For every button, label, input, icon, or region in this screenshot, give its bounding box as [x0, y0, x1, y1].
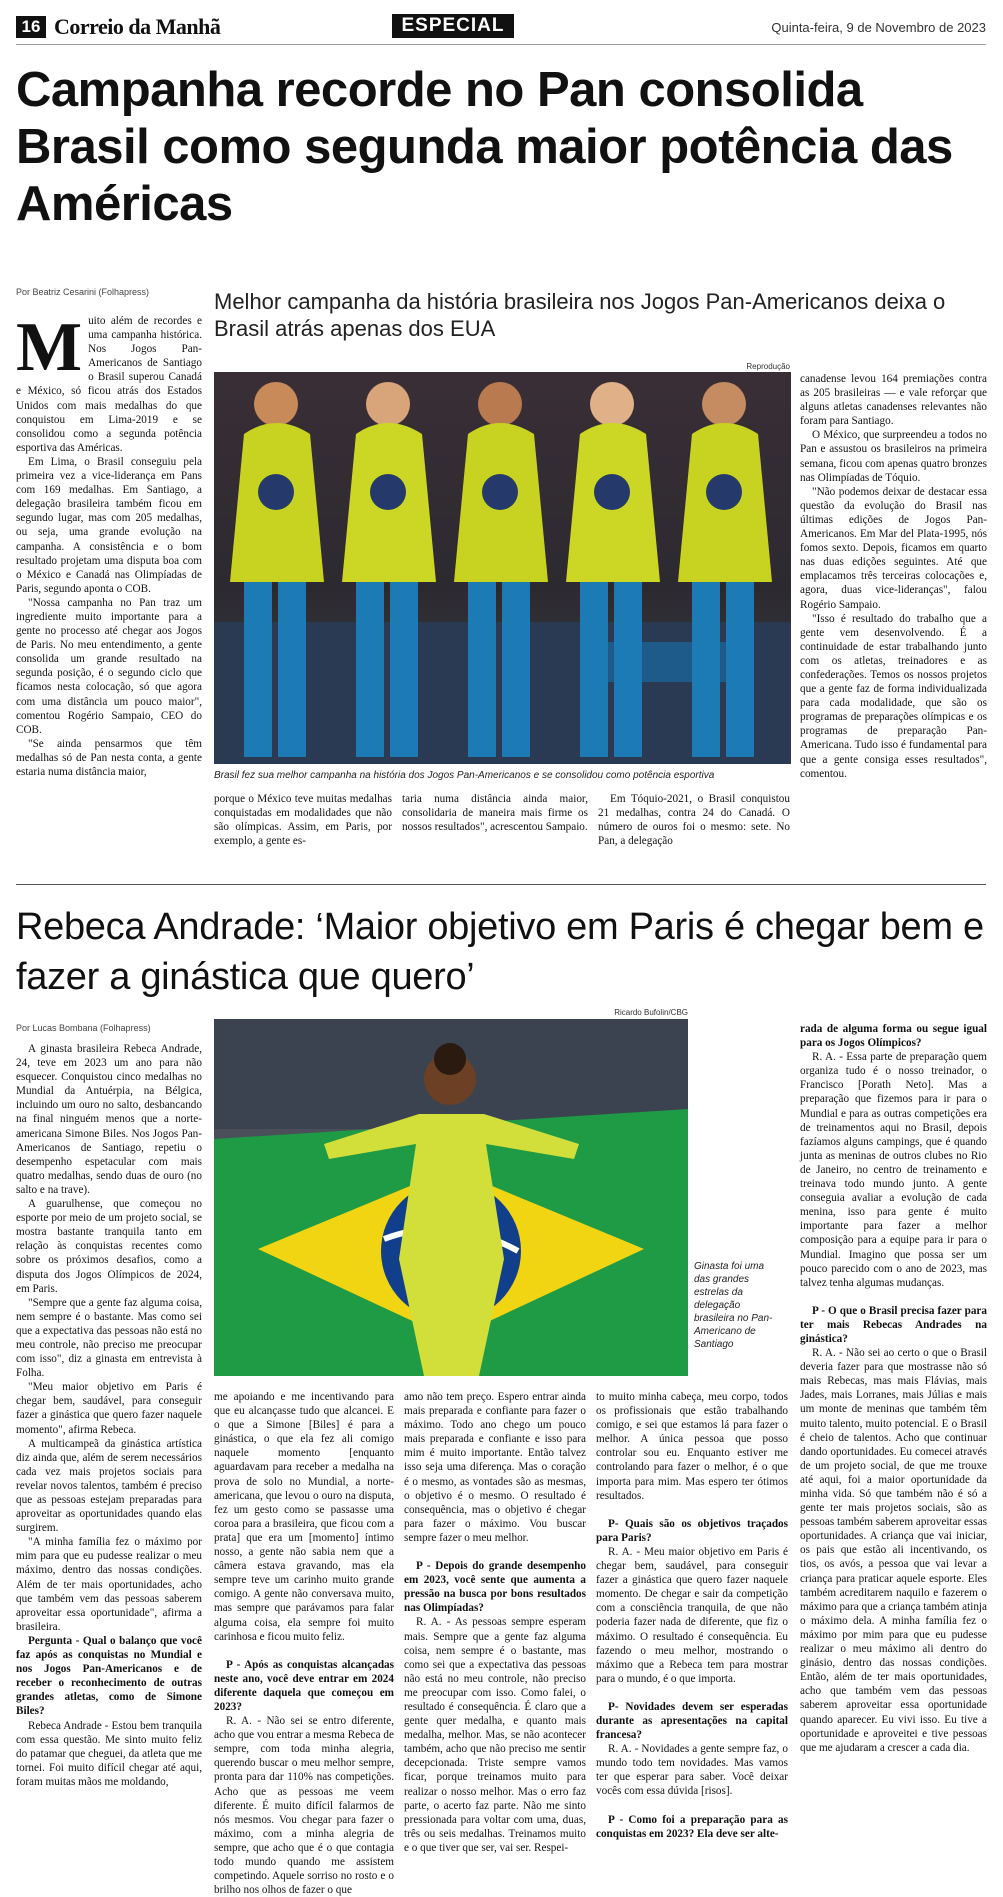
issue-date: Quinta-feira, 9 de Novembro de 2023	[771, 20, 986, 35]
paragraph: Em Lima, o Brasil conseguiu pela primeira vez a vice-liderança em Pans com 169 medalhas. Em Santiago, a delegação brasileira também ficou em segundo lugar, mas com 205 medalhas, ou seja, uma grande evolução na campanha. A consistência e o bom resultado projetam uma disputa boa com o México e Canadá nas Olimpíadas de Paris, segundo aponta o COB.	[16, 455, 202, 595]
interview-question: P- Quais são os objetivos traçados para Paris?	[596, 1517, 788, 1544]
paragraph: O México, que surpreendeu a todos no Pan e assustou os brasileiros na primeira semana, ficou com apenas quatro bronzes nas Olimpíadas de Tóquio.	[800, 429, 987, 484]
gymnast-with-flag-image	[214, 1019, 688, 1376]
drop-cap: M	[16, 309, 83, 386]
photo-credit-2: Ricardo Bufolin/CBG	[614, 1008, 688, 1017]
interview-answer: R. A. - Não sei ao certo o que o Brasil deveria fazer para que mostrasse não só mais Rebecas, mas mais Flávias, mais Jades, mais Lorranes, mais Júlias e mais um monte de meninas que também têm muito talento, muito potencial. E o Brasil é cheio de talentos. Acho que continuar dando oportunidades. Eu comecei através de um projeto social, de que me trouxe até aqui, foi a maior oportunidade da minha vida. Só que também não é só a gente ter mais projetos sociais, são as pessoas também saberem aproveitar essas oportunidades. A criança que vai iniciar, os pais que estão ali incentivando, os tios, os avós, a pessoa que vai levar a criança para praticar aquele esporte. Eles também acreditarem naquilo e fazerem o máximo para que a criança também atinja o máximo dela. A minha família fez o máximo por mim para que eu pudesse realizar o meu máximo ali dentro do ginásio, dentro das nossas condições. Então, além de ter mais oportunidades, acho que também vem das pessoas saberem aproveitar essa oportunidade quando aparecer. Eu vivi isso. Eu tive a oportunidade e aproveitei e tive pessoas que me ajudaram a crescer a cada dia.	[800, 1347, 988, 1754]
article2-column-3	[404, 1390, 586, 1854]
page-header	[16, 14, 986, 42]
article1-column-5	[800, 372, 987, 870]
article1-column-4	[598, 792, 790, 870]
paragraph: "Isso é resultado do trabalho que a gente vem desenvolvendo. É a continuidade de estar trabalhando junto com os atletas, treinadores e as confederações. Temos os nossos projetos que a gente faz de forma individualizada para cada modalidade, que são os programas de preparações olímpicas e os programas de preparação Pan-Americana. Tudo isso é fundamental para que a gente consiga esses resultados", comentou.	[800, 612, 987, 780]
article1-column-2	[214, 792, 392, 870]
interview-question: P - Depois do grande desempenho em 2023, você sente que aumenta a pressão na busca por bons resultados nas Olimpíadas?	[404, 1560, 586, 1615]
paragraph: "Sempre que a gente faz alguma coisa, nem sempre é o bastante. Mas como sei que a expectativa das pessoas não está no meu controle, não preciso me preocupar com isso", diz a ginasta em entrevista à Folha.	[16, 1296, 202, 1380]
deck-1: Melhor campanha da história brasileira nos Jogos Pan-Americanos deixa o Brasil atrás apenas dos EUA	[214, 289, 946, 341]
photo-caption-1: Brasil fez sua melhor campanha na história dos Jogos Pan-Americanos e se consolidou como potência esportiva	[214, 770, 715, 781]
interview-answer: R. A. - Não sei se entro diferente, acho que vou entrar a mesma Rebeca de sempre, com toda minha alegria, querendo buscar o meu melhor sempre, pronta para dar 110% nas competições. Acho que as pessoas me veem diferente. É muito difícil falarmos de nós mesmos. Vou chegar para fazer o máximo, com a minha alegria de sempre, que acho que é o que contagia todo mundo quando me assistem competindo. Aquele sorriso no rosto e o brilho nos olhos de fazer o que	[214, 1715, 394, 1897]
article2-column-2	[214, 1390, 394, 1897]
interview-answer: R. A. - Novidades a gente sempre faz, o mundo todo tem novidades. Mas vamos ter que esperar para saber. Você deixar vocês com essa dúvida [risos].	[596, 1743, 788, 1798]
masthead: Correio da Manhã	[54, 14, 221, 39]
paragraph: A ginasta brasileira Rebeca Andrade, 24, teve em 2023 um ano para não esquecer. Conquistou cinco medalhas no Mundial da Antuérpia, na Bélgica, incluindo um ouro no salto, desbancando na final ninguém menos que a norte-americana Simone Biles. Nos Jogos Pan-Americanos de Santiago, repetiu o desempenho espetacular com mais quatro medalhas, sendo duas de ouro (no salto e na trave).	[16, 1043, 202, 1196]
interview-question: P - Como foi a preparação para as conquistas em 2023? Ela deve ser alte-	[596, 1813, 788, 1840]
paragraph: "Nossa campanha no Pan traz um ingrediente muito importante para a gente no processo até chegar aos Jogos de Paris. No meu entendimento, a gente consolida um grande resultado na segunda posição, é o segundo ciclo que ficamos nesta colocação, só que agora com uma distância um pouco maior", comentou Rogério Sampaio, CEO do COB.	[16, 596, 202, 736]
paragraph: me apoiando e me incentivando para que eu alcançasse tudo que alcancei. E o que a Simone [Biles] é para a ginástica, o que ela fez ali comigo naquele momento [enquanto aguardavam para receber a medalha na prova de solo no Mundial, a norte-americana, que levou o ouro na disputa, fez um gesto como se passasse uma coroa para a brasileira, que ficou com a prata] que era um [momento] íntimo nosso, a gente não sabia nem que a câmera estava gravando, mas ela sempre teve um carinho muito grande comigo. A gente não conversava muito, mas sempre que parávamos para falar alguma coisa, ela sempre foi muito carinhosa e ficou muito feliz.	[214, 1391, 394, 1643]
page-number: 16	[16, 16, 46, 38]
byline-2: Por Lucas Bombana (Folhapress)	[16, 1023, 151, 1033]
interview-answer: R. A. - Essa parte de preparação quem organiza tudo é o nosso treinador, o Francisco [Porath Neto]. Mas a preparação que fizemos para ir para o Mundial e para as outras competições era de treinamentos aqui no Brasil, depois fazíamos alguns campings, que é quando junta as meninas de outros clubes no Rio de Janeiro, no centro de treinamento e treinava todo mundo junto. A gente conseguia avaliar a evolução de cada menina, isso para gente é muito importante para fazer a melhor composição para a equipe para ir para o Mundial. Imagino que possa ser um pouco parecido com o ano de 2023, mas talvez tenha algumas mudanças.	[800, 1051, 987, 1289]
gymnasts-podium-image	[214, 372, 791, 764]
article1-column-3	[402, 792, 588, 870]
interview-question: P - Após as conquistas alcançadas neste ano, você deve entrar em 2024 diferente daquela que começou em 2023?	[214, 1658, 394, 1713]
interview-question: Pergunta - Qual o balanço que você faz após as conquistas no Mundial e nos Jogos Pan-Americanos e de receber o reconhecimento de outras grandes atletas, como de Simone Biles?	[16, 1634, 202, 1718]
rebeca-photo	[214, 1019, 688, 1376]
paragraph: "Se ainda pensarmos que têm medalhas só de Pan nesta conta, a gente estaria numa distância maior,	[16, 737, 202, 778]
header-rule	[16, 44, 986, 45]
interview-question: P - O que o Brasil precisa fazer para ter mais Rebecas Andrades na ginástica?	[800, 1304, 987, 1345]
interview-answer: R. A. - Meu maior objetivo em Paris é chegar bem, saudável, para conseguir fazer a ginástica que quero fazer naquele momento. De chegar e sair da competição com a consciência tranquila, de que não poderia fazer nada de diferente, que fiz o máximo. O resultado é consequência. Eu fazendo o meu melhor, mostrando o máximo que a Rebeca tem para mostrar para o mundo, é o que importa.	[596, 1545, 788, 1685]
paragraph: "A minha família fez o máximo por mim para que eu pudesse realizar o meu máximo, dentro das nossas condições. Além de ter mais oportunidades, acho que também vem das pessoas saberem aproveitar essa oportunidade", afirma a brasileira.	[16, 1536, 202, 1633]
article1-column-1	[16, 309, 202, 870]
interview-question: P- Novidades devem ser esperadas durante as apresentações na capital francesa?	[596, 1700, 788, 1742]
paragraph: amo não tem preço. Espero entrar ainda mais preparada e confiante para fazer o máximo. Todo ano chego um pouco mais preparada e confiante e isso para mim é muito importante. Então talvez isso seja uma diferença. Mas o coração é o mesmo, as vontades são as mesmas, o objetivo é o mesmo. O resultado é consequência, mas o objetivo é chegar para fazer o máximo. Vou buscar sempre fazer o meu melhor.	[404, 1391, 586, 1544]
article2-column-1	[16, 1042, 202, 1790]
paragraph: "Não podemos deixar de destacar essa questão da evolução do Brasil nas últimas edições de Jogos Pan-Americanos. Em Mar del Plata-1995, nós fomos sexto. Depois, ficamos em quarto nas duas edições seguintes. Até que emplacamos três terceiras colocações e, agora, duas vice-lideranças", falou Rogério Sampaio.	[800, 485, 987, 611]
team-photo	[214, 372, 791, 764]
paragraph: A guarulhense, que começou no esporte por meio de um projeto social, se mostra bastante tranquila tanto em relação às conquistas recentes como sobre os próximos desafios, como a disputa dos Jogos Olímpicos de 2024, em Paris.	[16, 1198, 202, 1295]
headline-1: Campanha recorde no Pan consolida Brasil como segunda maior potência das Américas	[16, 63, 953, 231]
article2-column-5	[800, 1022, 987, 1790]
paragraph: uito além de recordes e uma campanha histórica. Nos Jogos Pan-Americanos de Santiago o Brasil superou Canadá e México, só ficou atrás dos Estados Unidos com mais medalhas do que conquistou em Lima-2019 e se consolidou como a segunda potência esportiva das Américas.	[16, 315, 202, 454]
section-label: ESPECIAL	[392, 14, 514, 38]
paragraph: taria numa distância ainda maior, consolidaria de maneira mais firme os nossos resultados", acrescentou Sampaio.	[402, 793, 588, 834]
photo-caption-2: Ginasta foi uma das grandes estrelas da delegação brasileira no Pan-Americano de Santiago	[694, 1261, 773, 1350]
paragraph: Em Tóquio-2021, o Brasil conquistou 21 medalhas, contra 24 do Canadá. O número de ouros foi o mesmo: sete. No Pan, a delegação	[598, 793, 790, 848]
article2-column-4	[596, 1390, 788, 1840]
paragraph: "Meu maior objetivo em Paris é chegar bem, saudável, para conseguir fazer a ginástica que quero fazer naquele momento", afirma Rebeca.	[16, 1381, 202, 1436]
interview-question: rada de alguma forma ou segue igual para os Jogos Olímpicos?	[800, 1023, 987, 1050]
headline-2: Rebeca Andrade: ‘Maior objetivo em Paris é chegar bem e fazer a ginástica que quero’	[16, 906, 984, 998]
interview-answer: Rebeca Andrade - Estou bem tranquila com essa questão. Me sinto muito feliz do patamar que cheguei, da atleta que me tornei. Foi muito difícil chegar até aqui, foram muitas mãos me moldando,	[16, 1719, 202, 1788]
paragraph: to muito minha cabeça, meu corpo, todos os profissionais que estão trabalhando comigo, e sei que estamos lá para fazer o melhor. A única pessoa que posso controlar sou eu. Enquanto estiver me controlando para fazer o melhor, é o que importa para mim. Mas espero ter ótimos resultados.	[596, 1391, 788, 1502]
paragraph: A multicampeã da ginástica artística diz ainda que, além de serem necessários cada vez mais projetos sociais para revelar novos talentos, também é preciso que as pessoas estejam preparadas para aproveitar as oportunidades quando elas surgirem.	[16, 1437, 202, 1535]
paragraph: canadense levou 164 premiações contra as 205 brasileiras — e vale reforçar que alguns atletas canadenses relevantes não foram para Santiago.	[800, 373, 987, 428]
article-divider	[16, 884, 986, 885]
paragraph: porque o México teve muitas medalhas conquistadas em modalidades que não são olímpicas. Assim, em Paris, por exemplo, a gente es-	[214, 793, 392, 848]
photo-credit-1: Reprodução	[746, 362, 790, 371]
byline-1: Por Beatriz Cesarini (Folhapress)	[16, 287, 150, 297]
interview-answer: R. A. - As pessoas sempre esperam mais. Sempre que a gente faz alguma coisa, nem sempre é o bastante, mas como sei que a expectativa das pessoas não está no meu controle, não preciso me preocupar com isso. Como falei, o resultado é consequência. É claro que a gente quer medalha, e quanto mais medalha, melhor. Mas, se não acontecer também, acho que não preciso me sentir decepcionada. Triste sempre vamos ficar, porque treinamos muito para realizar o nosso melhor. Mas o erro faz parte, o acerto faz parte. Não me sinto pressionada para voltar com uma, duas, três ou seis medalhas. Treinamos muito e o que tiver que ser, vai ser. Respei-	[404, 1616, 586, 1854]
